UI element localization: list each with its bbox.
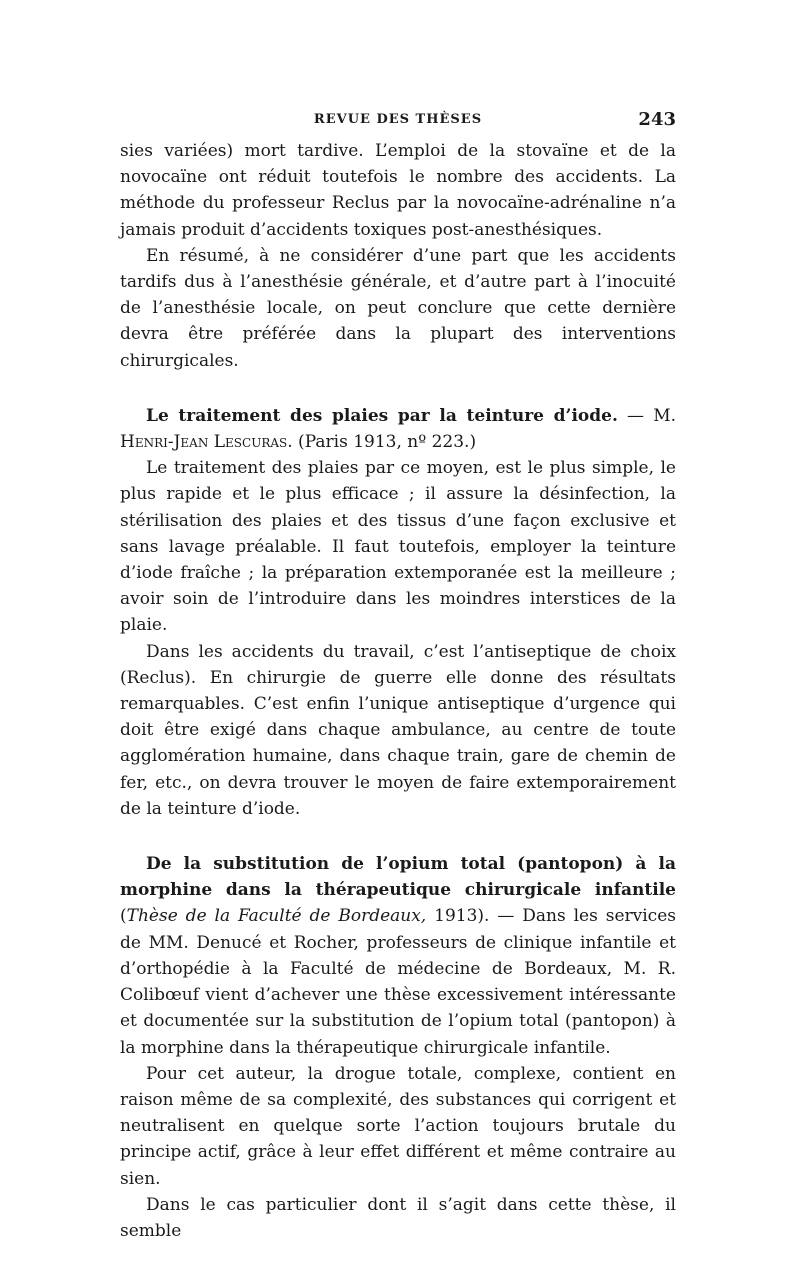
iode-article-dash: — M. xyxy=(617,405,676,426)
intro-paragraph-summary: En résumé, à ne considérer d’une part que les accidents tardifs dus à l’anesthésie générale, et d’autre part à l’inocuité de l’anesthésie locale, on peut conclure que cette dernière devra être préférée dans la plupart des interventions chirurgicales. xyxy=(120,245,676,371)
running-head xyxy=(120,109,676,138)
opium-paragraph-3: Dans le cas particulier dont il s’agit dans cette thèse, il semble xyxy=(120,1194,676,1241)
running-title: REVUE DES THÈSES xyxy=(313,112,483,127)
iode-article-heading xyxy=(120,403,676,455)
page-number: 243 xyxy=(638,109,676,130)
iode-article-author: Henri-Jean Lescuras xyxy=(120,432,288,453)
opium-citation-italic: Thèse de la Faculté de Bordeaux, xyxy=(126,906,427,927)
book-page xyxy=(120,109,676,1244)
opium-citation-close: 1913). xyxy=(426,906,490,927)
iode-article-title: Le traitement des plaies par la teinture d’iode. xyxy=(146,405,618,426)
opium-article-title: De la substitution de l’opium total (pantopon) à la morphine dans la thérapeutique chirurgicale infantile xyxy=(120,854,676,901)
opium-article-paragraph-1 xyxy=(120,851,676,1061)
iode-paragraph-2: Dans les accidents du travail, c’est l’antiseptique de choix (Reclus). En chirurgie de guerre elle donne des résultats remarquables. C’est enfin l’unique antiseptique d’urgence qui doit être exigé dans chaque ambulance, au centre de toute agglomération humaine, dans chaque train, gare de chemin de fer, etc., on devra trouver le moyen de faire extemporairement de la teinture d’iode. xyxy=(120,641,676,819)
iode-article-citation: . (Paris 1913, nº 223.) xyxy=(287,432,477,453)
section-gap xyxy=(120,374,676,394)
opium-paragraph-1-body: — Dans les services de MM. Denucé et Rocher, professeurs de clinique infantile et d’orthopédie à la Faculté de médecine de Bordeaux, M. R. Colibœuf vient d’achever une thèse excessivement intéressante et documentée sur la substitution de l’opium total (pantopon) à la morphine dans la thérapeutique chirurgicale infantile. xyxy=(120,906,676,1058)
opium-citation-open: ( xyxy=(120,906,127,927)
iode-paragraph-1: Le traitement des plaies par ce moyen, est le plus simple, le plus rapide et le plus efficace ; il assure la désinfection, la stérilisation des plaies et des tissus d’une façon exclusive et sans lavage préalable. Il faut toutefois, employer la teinture d’iode fraîche ; la préparation extemporanée est la meilleure ; avoir soin de l’introduire dans les moindres interstices de la plaie. xyxy=(120,458,676,636)
intro-paragraph-continued: sies variées) mort tardive. L’emploi de la stovaïne et de la novocaïne ont réduit toutefois le nombre des accidents. La méthode du professeur Reclus par la novocaïne-adrénaline n’a jamais produit d’accidents toxiques post-anesthésiques. xyxy=(120,141,676,240)
section-gap xyxy=(120,822,676,842)
opium-paragraph-2: Pour cet auteur, la drogue totale, complexe, contient en raison même de sa complexité, des substances qui corrigent et neutralisent en quelque sorte l’action toujours brutale du principe actif, grâce à leur effet différent et même contraire au sien. xyxy=(120,1063,676,1189)
